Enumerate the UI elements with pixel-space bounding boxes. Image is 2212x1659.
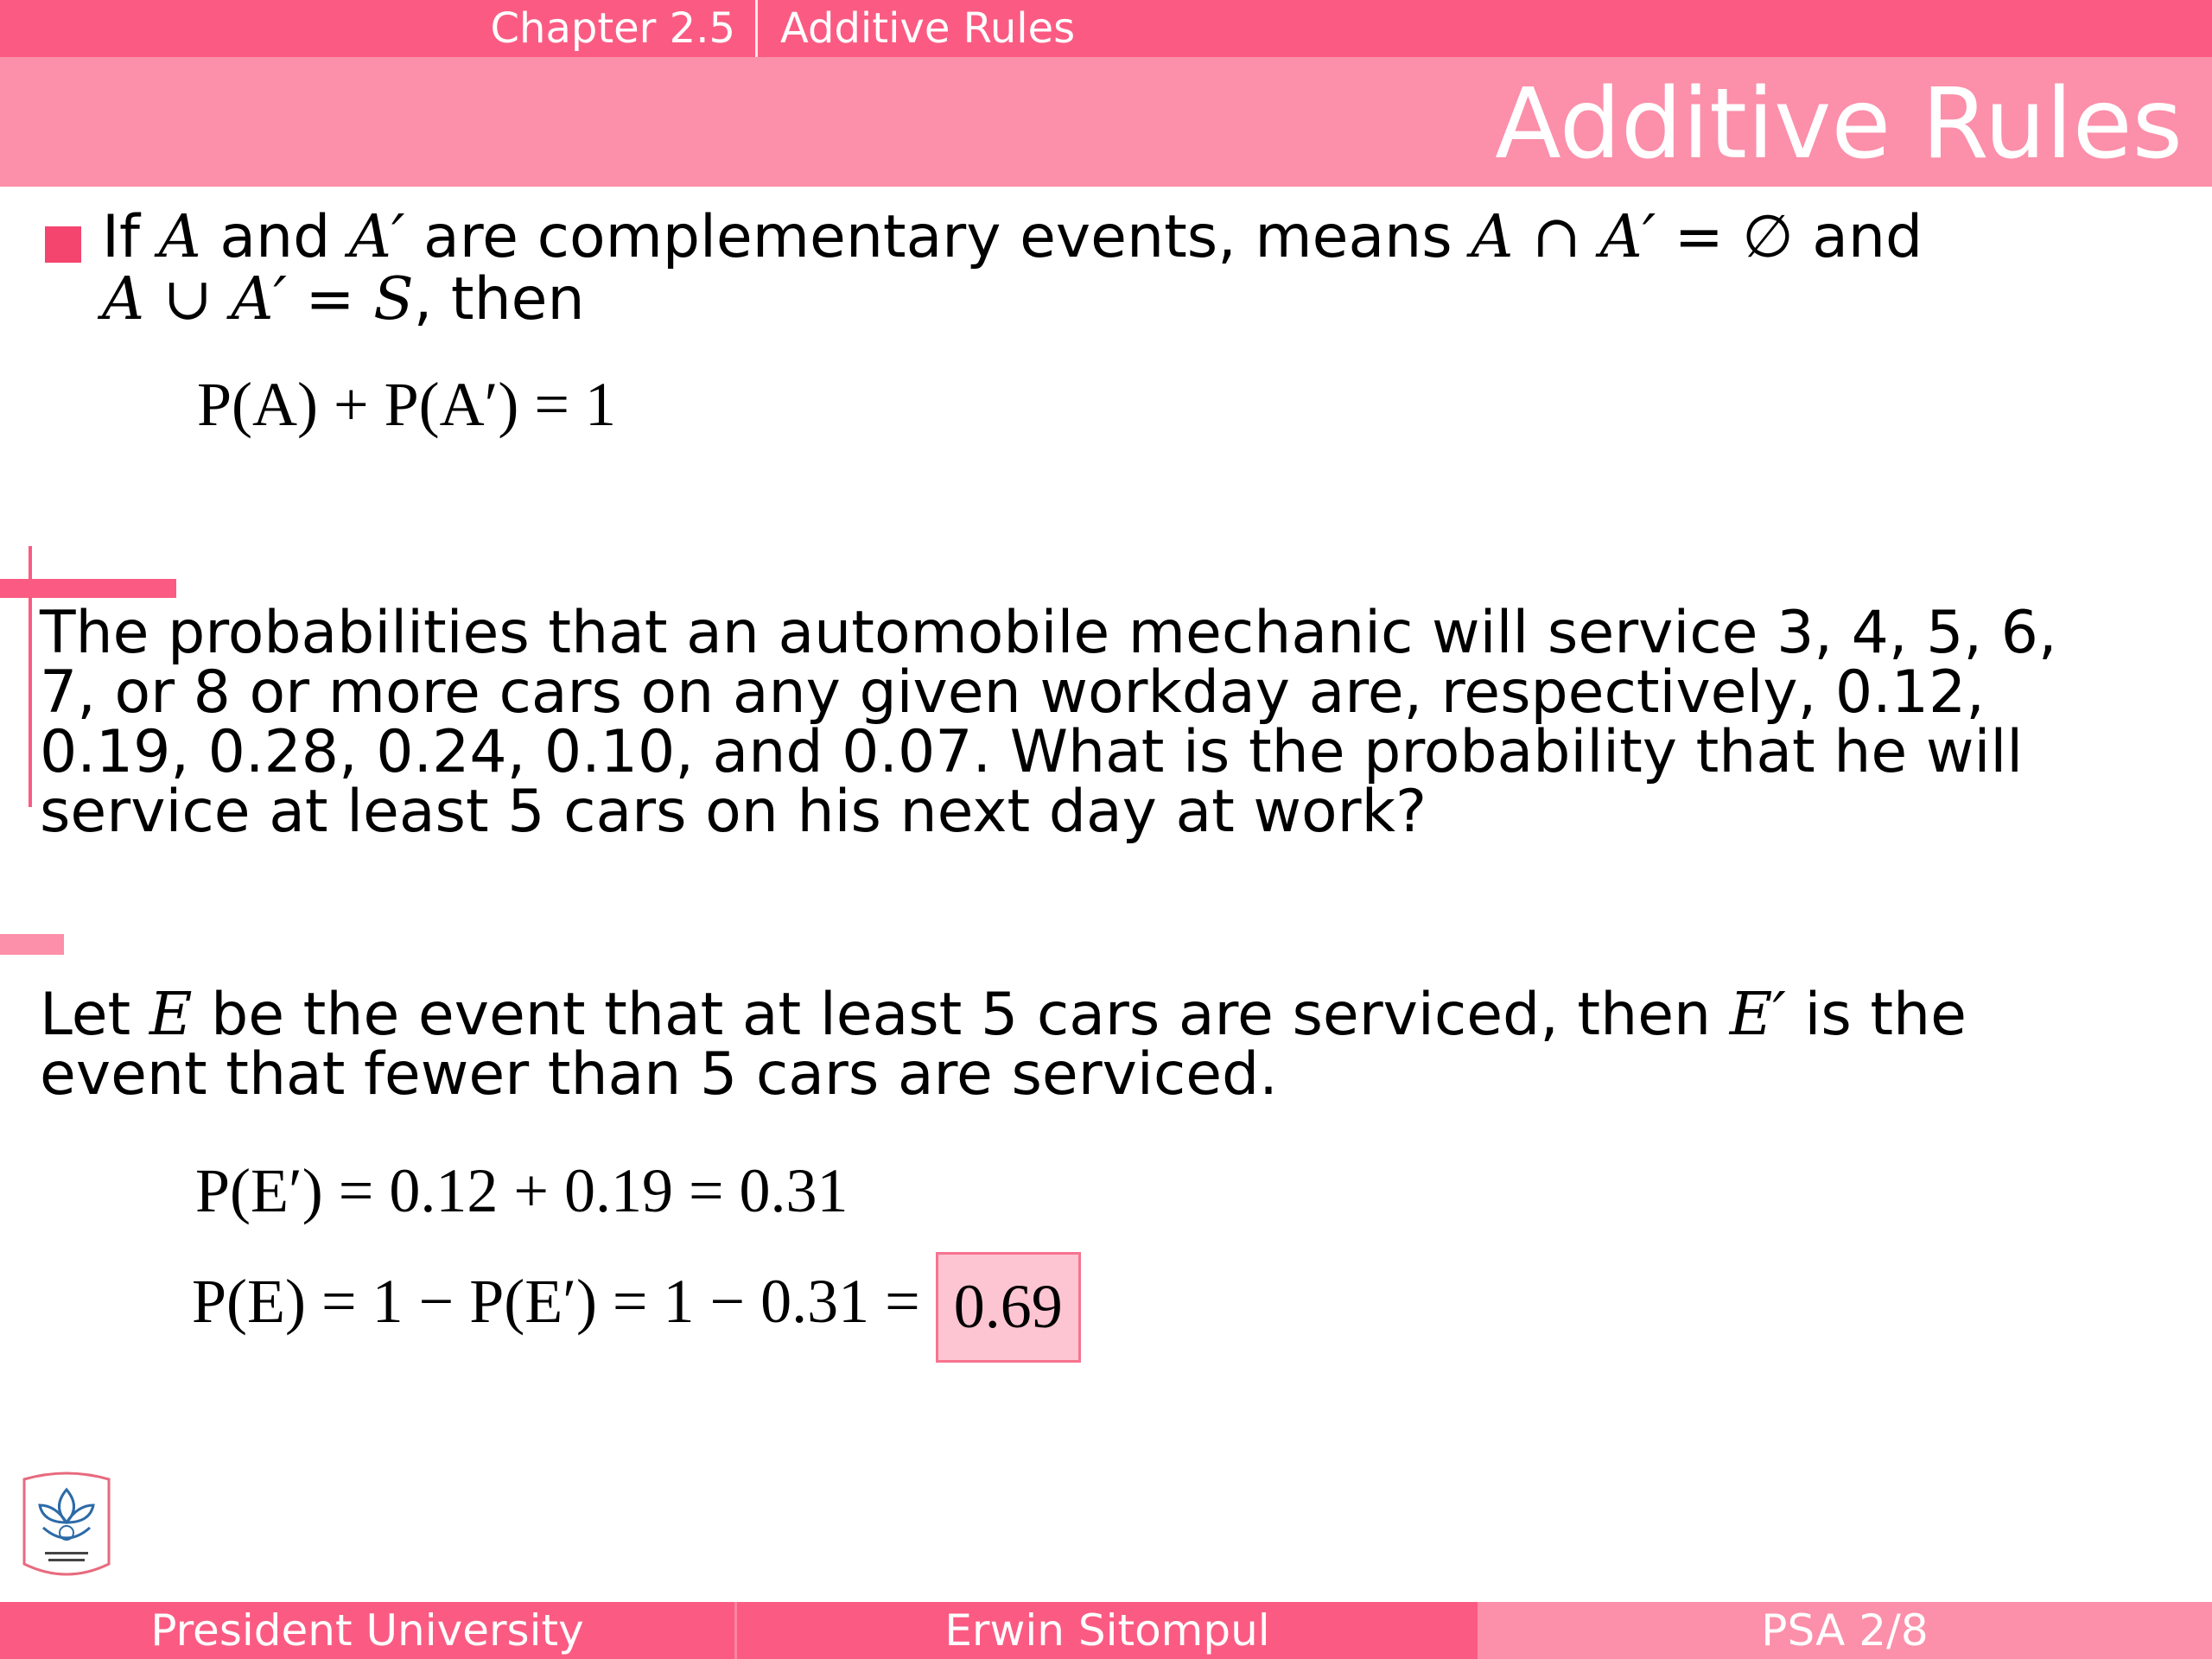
decor-bar-upper <box>0 579 176 598</box>
problem-line: 0.19, 0.28, 0.24, 0.10, and 0.07. What is the probability that he will <box>40 718 2024 786</box>
problem-line: 7, or 8 or more cars on any given workday are, respectively, 0.12, <box>40 658 1985 727</box>
decor-bar-lower <box>0 934 64 955</box>
bullet-text-line-2: A ∪ A′ = S, then <box>102 265 585 334</box>
problem-line: The probabilities that an automobile mechanic will service 3, 4, 5, 6, <box>40 599 2057 667</box>
answer-box: 0.69 <box>936 1252 1081 1363</box>
formula-e: P(E) = 1 − P(E′) = 1 − 0.31 = 0.69 <box>192 1245 1081 1363</box>
solution-line-1: Let E be the event that at least 5 cars are serviced, then E′ is the <box>40 981 1967 1049</box>
bullet-square-icon <box>45 226 81 263</box>
formula-e-prime: P(E′) = 0.12 + 0.19 = 0.31 <box>195 1156 849 1225</box>
title-bar <box>0 57 2212 187</box>
section-label: Additive Rules <box>780 4 1076 53</box>
solution-statement <box>40 981 2183 1109</box>
complement-formula: P(A) + P(A′) = 1 <box>197 370 616 439</box>
solution-line-2: event that fewer than 5 cars are serviced. <box>40 1040 1278 1109</box>
footer-page: PSA 2/8 <box>1478 1602 2212 1659</box>
footer-bar <box>0 1602 2212 1659</box>
chapter-label: Chapter 2.5 <box>490 4 735 53</box>
slide-title: Additive Rules <box>1495 68 2183 181</box>
footer-author: Erwin Sitompul <box>734 1602 1478 1659</box>
footer-institution: President University <box>0 1602 734 1659</box>
president-university-logo-icon <box>17 1471 116 1585</box>
top-header-bar <box>0 0 2212 57</box>
problem-line: service at least 5 cars on his next day at work? <box>40 778 1427 846</box>
problem-statement <box>40 599 2183 846</box>
header-divider <box>755 0 758 57</box>
bullet-text-line-1: If A and A′ are complementary events, means A ∩ A′ = ∅ and <box>102 203 1923 271</box>
